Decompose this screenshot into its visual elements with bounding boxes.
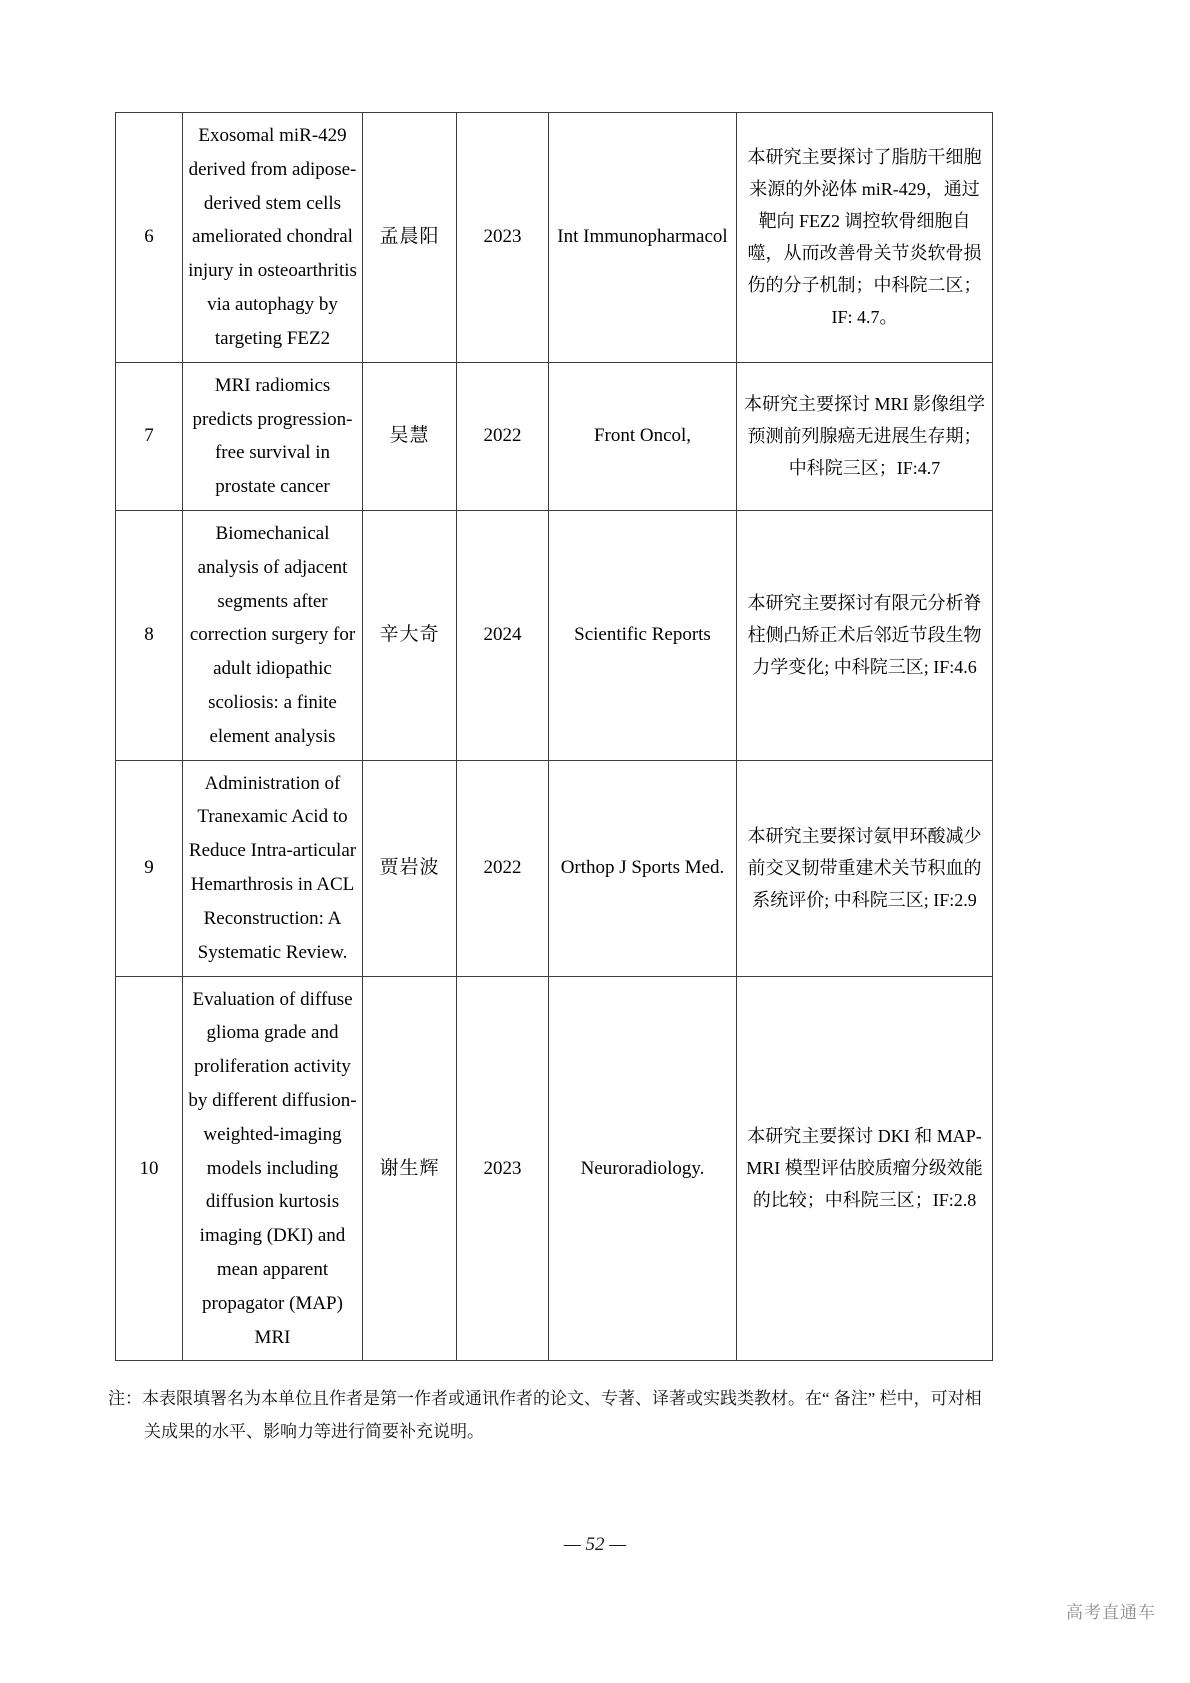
row-title: Administration of Tranexamic Acid to Reduce Intra-articular Hemarthrosis in ACL Reconstruction: A Systematic Review. bbox=[183, 760, 363, 976]
row-journal: Scientific Reports bbox=[549, 510, 737, 760]
table-footnote bbox=[108, 1382, 1008, 1448]
row-number: 8 bbox=[116, 510, 183, 760]
row-author: 谢生辉 bbox=[363, 976, 457, 1361]
row-author: 辛大奇 bbox=[363, 510, 457, 760]
row-remarks: 本研究主要探讨 DKI 和 MAP-MRI 模型评估胶质瘤分级效能的比较；中科院三区；IF:2.8 bbox=[737, 976, 993, 1361]
row-number: 10 bbox=[116, 976, 183, 1361]
publications-table-container bbox=[115, 112, 992, 1361]
table-row bbox=[116, 510, 993, 760]
row-title: Biomechanical analysis of adjacent segments after correction surgery for adult idiopathic scoliosis: a finite element analysis bbox=[183, 510, 363, 760]
row-author: 贾岩波 bbox=[363, 760, 457, 976]
row-journal: Neuroradiology. bbox=[549, 976, 737, 1361]
table-row bbox=[116, 362, 993, 510]
footnote-line-1: 注：本表限填署名为本单位且作者是第一作者或通讯作者的论文、专著、译著或实践类教材。在“ 备注” 栏中，可对相 bbox=[108, 1389, 982, 1408]
row-remarks: 本研究主要探讨了脂肪干细胞来源的外泌体 miR-429，通过靶向 FEZ2 调控软骨细胞自噬，从而改善骨关节炎软骨损伤的分子机制；中科院二区；IF: 4.7。 bbox=[737, 113, 993, 363]
row-year: 2022 bbox=[457, 760, 549, 976]
row-year: 2023 bbox=[457, 113, 549, 363]
row-title: MRI radiomics predicts progression-free survival in prostate cancer bbox=[183, 362, 363, 510]
row-title: Exosomal miR-429 derived from adipose-derived stem cells ameliorated chondral injury in osteoarthritis via autophagy by targeting FEZ2 bbox=[183, 113, 363, 363]
row-number: 9 bbox=[116, 760, 183, 976]
row-remarks: 本研究主要探讨 MRI 影像组学预测前列腺癌无进展生存期；中科院三区；IF:4.7 bbox=[737, 362, 993, 510]
table-row bbox=[116, 760, 993, 976]
table-row bbox=[116, 976, 993, 1361]
row-journal: Int Immunopharmacol bbox=[549, 113, 737, 363]
page-number: — 52 — bbox=[563, 1534, 627, 1555]
row-number: 6 bbox=[116, 113, 183, 363]
row-title: Evaluation of diffuse glioma grade and proliferation activity by different diffusion-weighted-imaging models including diffusion kurtosis imaging (DKI) and mean apparent propagator (MAP) MRI bbox=[183, 976, 363, 1361]
row-journal: Orthop J Sports Med. bbox=[549, 760, 737, 976]
row-remarks: 本研究主要探讨氨甲环酸减少前交叉韧带重建术关节积血的系统评价; 中科院三区; IF:2.9 bbox=[737, 760, 993, 976]
row-journal: Front Oncol, bbox=[549, 362, 737, 510]
publications-table bbox=[115, 112, 993, 1361]
row-remarks: 本研究主要探讨有限元分析脊柱侧凸矫正术后邻近节段生物力学变化; 中科院三区; IF:4.6 bbox=[737, 510, 993, 760]
row-year: 2023 bbox=[457, 976, 549, 1361]
watermark-label: 高考直通车 bbox=[1066, 1603, 1156, 1623]
table-row bbox=[116, 113, 993, 363]
row-author: 孟晨阳 bbox=[363, 113, 457, 363]
row-author: 吴慧 bbox=[363, 362, 457, 510]
row-year: 2024 bbox=[457, 510, 549, 760]
row-year: 2022 bbox=[457, 362, 549, 510]
row-number: 7 bbox=[116, 362, 183, 510]
footnote-line-2: 关成果的水平、影响力等进行简要补充说明。 bbox=[144, 1422, 484, 1442]
